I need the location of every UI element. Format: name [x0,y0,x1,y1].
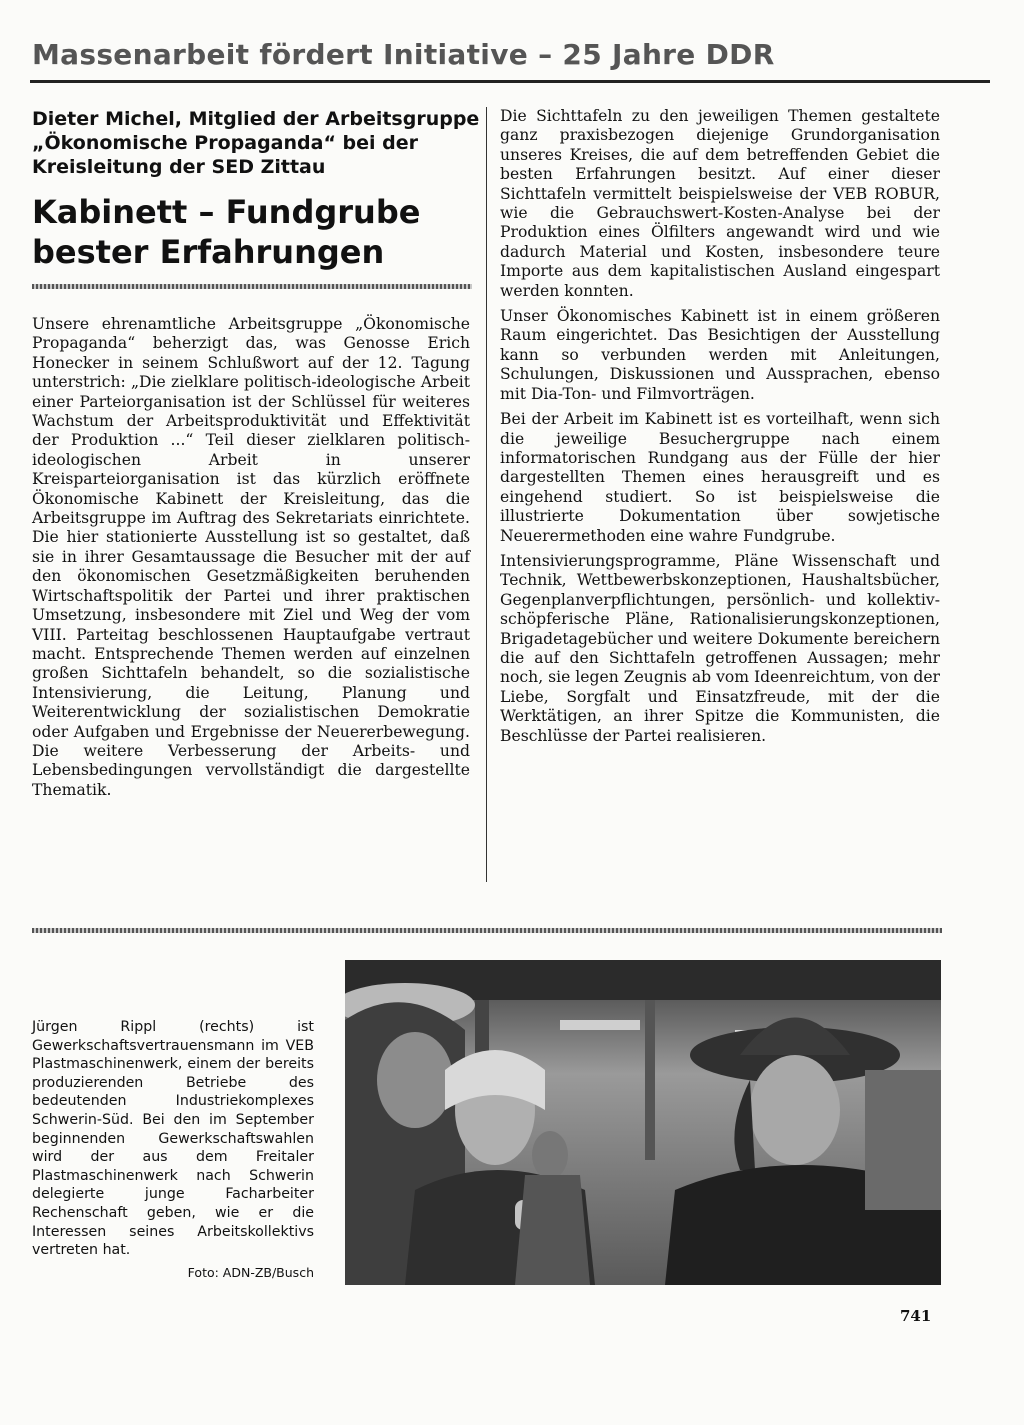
news-photo-drawing [345,960,941,1285]
kicker-rule [30,80,990,83]
left-column [32,315,470,806]
left-paragraph: Unsere ehrenamtliche Arbeitsgruppe „Ökonomische Propaganda“ beherzigt das, was Genosse Erich Honecker in seinem Schlußwort auf der 12. Tagung unterstrich: „Die zielklare politisch-ideologische Arbeit einer Parteiorganisation ist der Schlüssel für weiteres Wachstum der Arbeitsproduktivität und Effektivität der Produktion ...“ Teil dieser zielklaren politisch-ideologischen Arbeit in unserer Kreisparteiorganisation ist das kürzlich eröffnete Ökonomische Kabinett der Kreisleitung, das die Arbeitsgruppe im Auftrag des Sekretariats einrichtete. Die hier stationierte Ausstellung ist so gestaltet, daß sie in ihrer Gesamtaussage die Besucher mit der auf den ökonomischen Gesetzmäßigkeiten beruhenden Wirtschaftspolitik der Partei und ihrer praktischen Umsetzung, insbesondere mit Ziel und Weg der vom VIII. Parteitag beschlossenen Hauptaufgabe vertraut macht. Entsprechende Themen werden auf einzelnen großen Sichttafeln behandelt, so die sozialistische Intensivierung, die Leitung, Planung und Weiterentwicklung der sozialistischen Demokratie oder Aufgaben und Ergebnisse der Neuererbewegung. Die weitere Verbesserung der Arbeits- und Lebensbedingungen vervollständigt die dargestellte Thematik. [32,315,470,799]
right-paragraph: Intensivierungsprogramme, Pläne Wissenschaft und Technik, Wettbewerbskonzeptionen, Haushaltsbücher, Gegenplanverpflichtungen, persönlich- und kollektiv-schöpferische Pläne, Rationalisierungskonzeptionen, Brigadetagebücher und weitere Dokumente bereichern die auf den Sichttafeln getroffenen Aussagen; mehr noch, sie legen Zeugnis ab vom Ideenreichtum, von der Liebe, Sorgfalt und Einsatzfreude, mit der die Werktätigen, an ihrer Spitze die Kommunisten, die Beschlüsse der Partei realisieren. [500,551,940,745]
page-kicker: Massenarbeit fördert Initiative – 25 Jahre DDR [32,38,775,71]
photo-credit: Foto: ADN-ZB/Busch [187,1265,314,1280]
right-paragraph: Bei der Arbeit im Kabinett ist es vorteilhaft, wenn sich die jeweilige Besuchergruppe nach einem informatorischen Rundgang aus der Fülle der hier dargestellten Themen eines herausgreift und es eingehend studiert. So ist beispielsweise die illustrierte Dokumentation über sowjetische Neuerermethoden eine wahre Fundgrube. [500,410,940,545]
right-paragraph: Die Sichttafeln zu den jeweiligen Themen gestaltete ganz praxisbezogen diejenige Grundorganisation unseres Kreises, die auf dem betreffenden Gebiet die besten Erfahrungen besitzt. Auf einer dieser Sichttafeln vermittelt beispielsweise der VEB ROBUR, wie die Gebrauchswert-Kosten-Analyse bei der Produktion eines Ölfilters angewandt wird und wie dadurch Material und Kosten, insbesondere teure Importe aus dem kapitalistischen Ausland eingespart werden konnten. [500,107,940,300]
right-paragraph: Unser Ökonomisches Kabinett ist in einem größeren Raum eingerichtet. Das Besichtigen der Ausstellung kann so verbunden werden mit Anleitungen, Schulungen, Diskussionen und Aussprachen, ebenso mit Dia-Ton- und Filmvorträgen. [500,307,940,403]
headline-divider [32,284,472,289]
right-column [500,107,940,752]
news-photo [345,960,941,1285]
article-headline: Kabinett – Fundgrube bester Erfahrungen [32,193,421,271]
column-rule [486,107,487,882]
photo-caption: Jürgen Rippl (rechts) ist Gewerkschaftsvertrauensmann im VEB Plastmaschinenwerk, einem der bereits produzierenden Betriebe des bedeutenden Industriekomplexes Schwerin-Süd. Bei den im September beginnenden Gewerkschaftswahlen wird der aus dem Freitaler Plastmaschinenwerk nach Schwerin delegierte junge Facharbeiter Rechenschaft geben, wie er die Interessen seines Arbeitskollektivs vertreten hat. [32,1019,314,1259]
page-number: 741 [900,1307,932,1325]
section-divider [32,928,942,933]
author-line: Dieter Michel, Mitglied der Arbeitsgruppe „Ökonomische Propaganda“ bei der Kreisleitung der SED Zittau [32,108,480,178]
